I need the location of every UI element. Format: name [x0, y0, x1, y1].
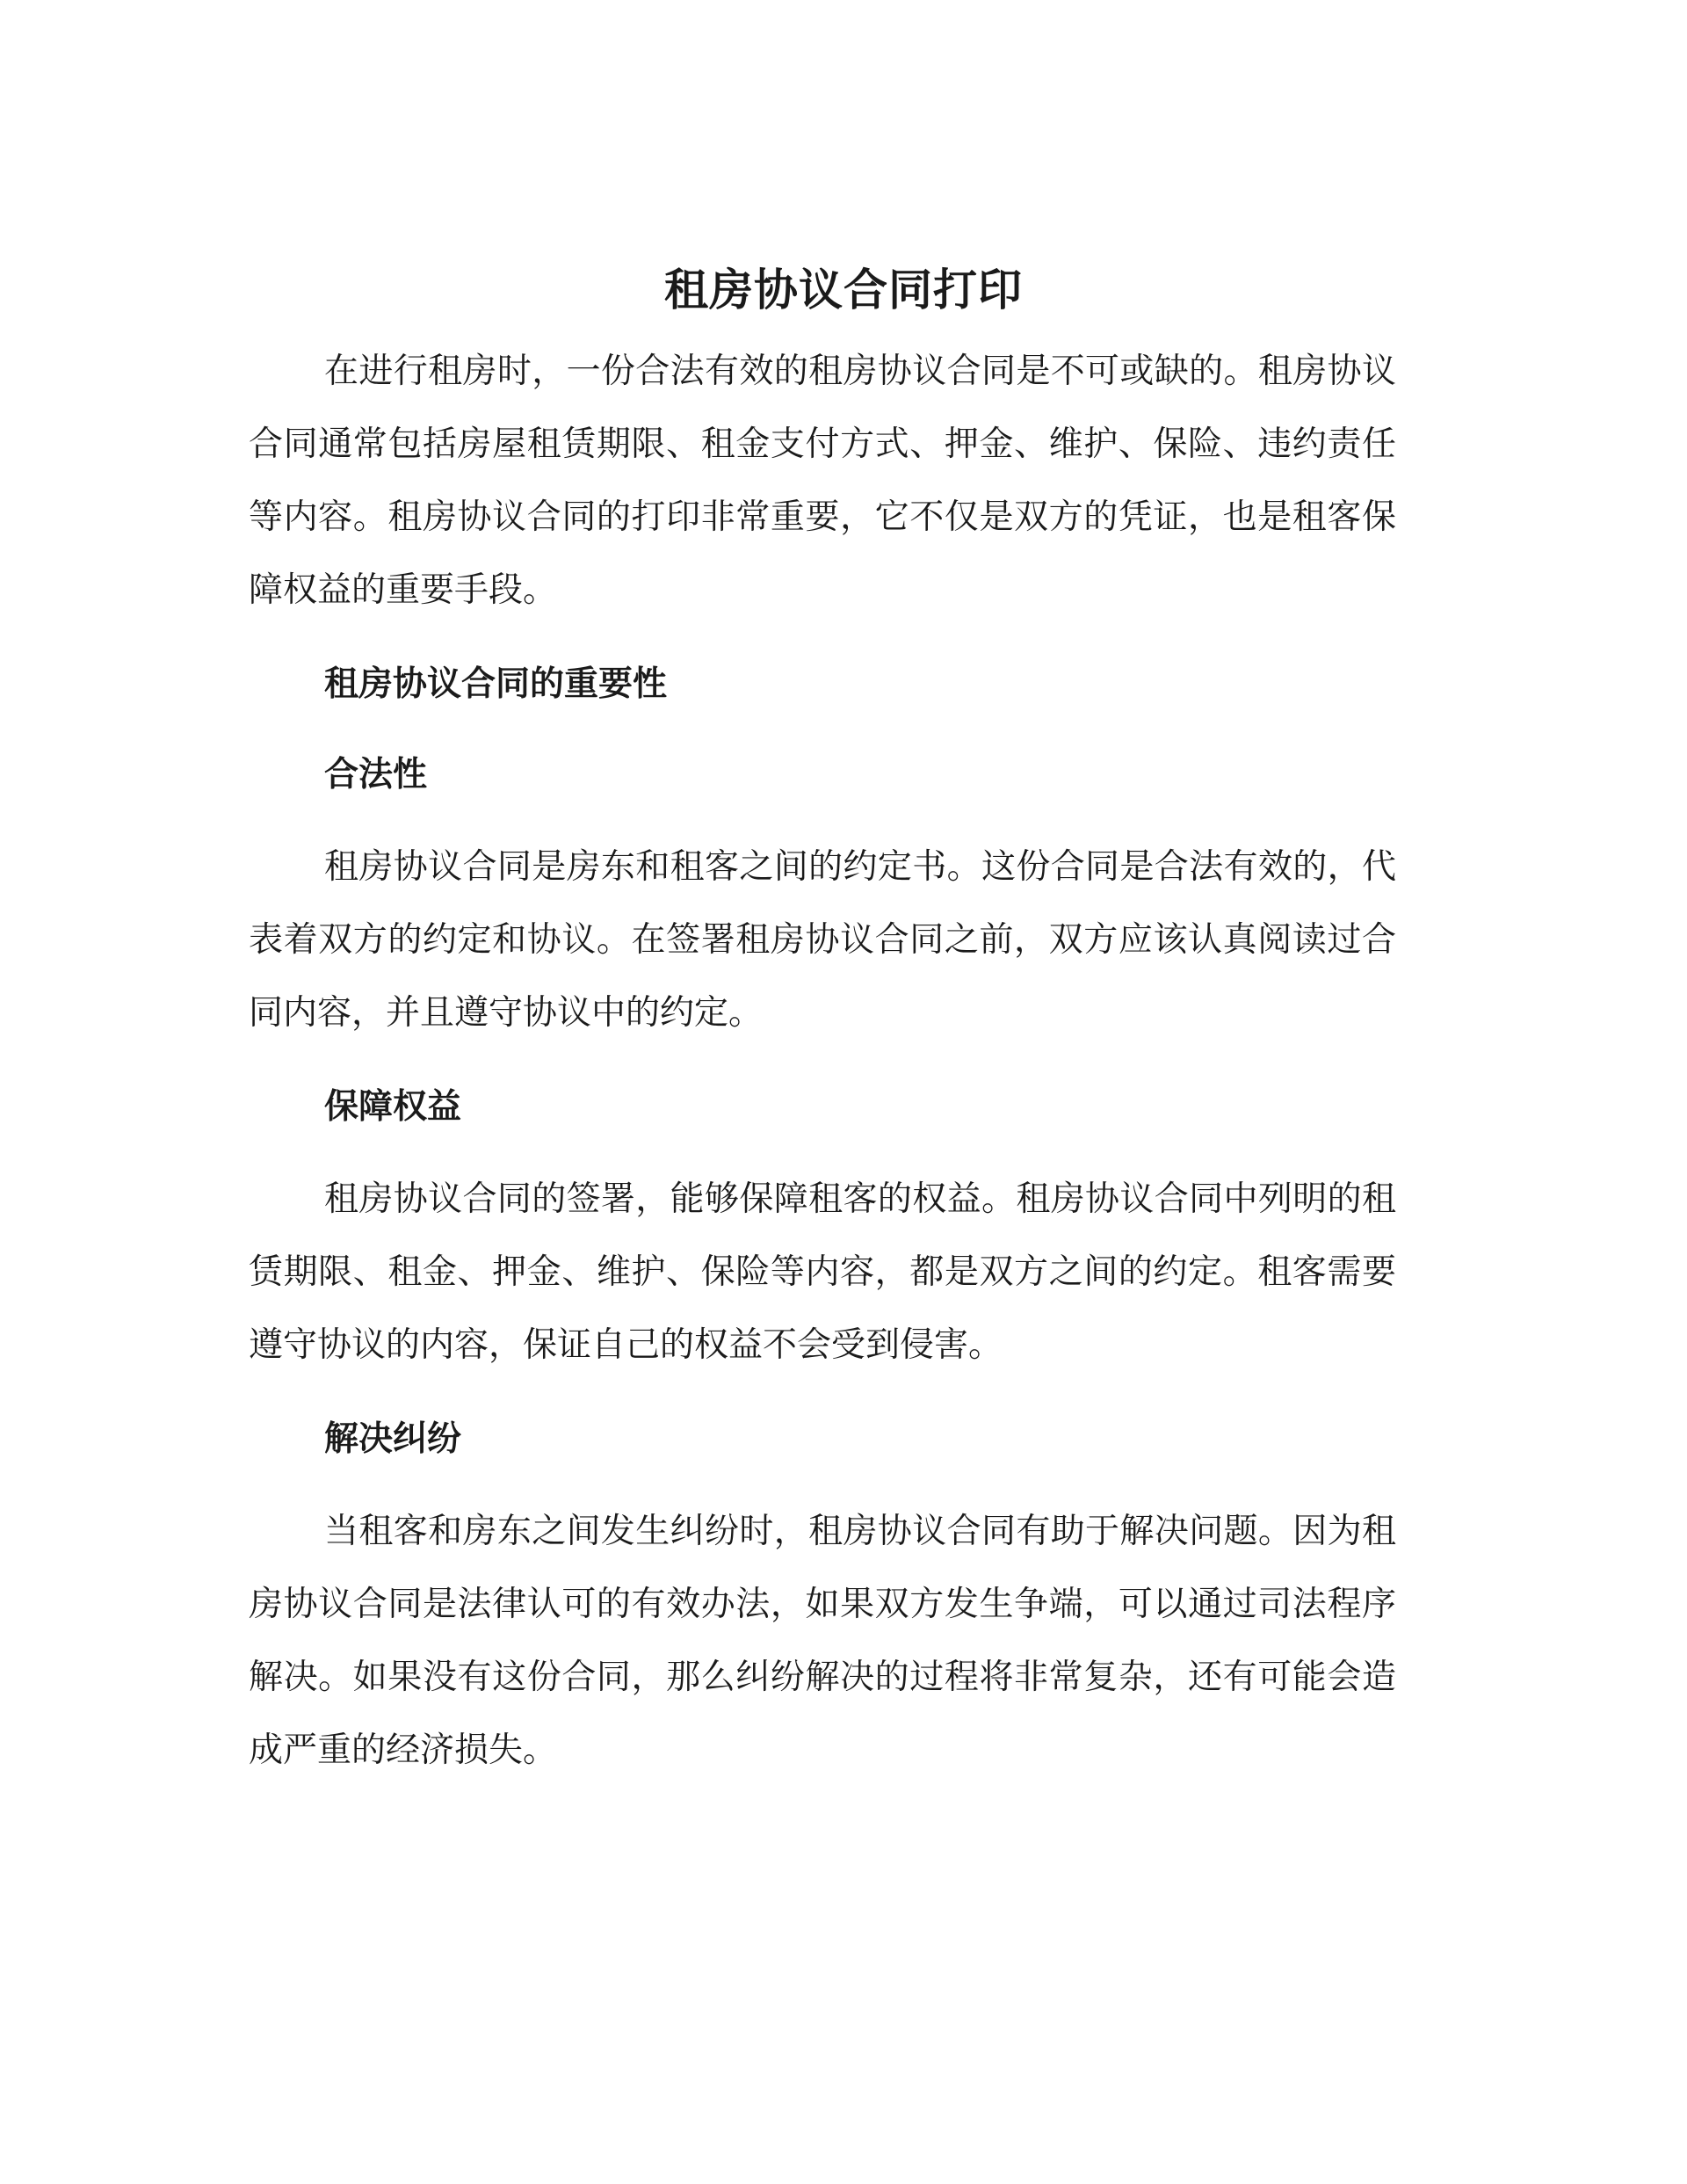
paragraph-resolve-disputes: 当租客和房东之间发生纠纷时，租房协议合同有助于解决问题。因为租房协议合同是法律认可的有效办法，如果双方发生争端，可以通过司法程序解决。如果没有这份合同，那么纠纷解决的过程将非常复杂，还有可能会造成严重的经济损失。 — [249, 1512, 1396, 1770]
subheading-protect-rights: 保障权益 — [324, 1086, 462, 1127]
subheading-legality: 合法性 — [324, 754, 428, 795]
document-title: 租房协议合同打印 — [664, 264, 1023, 316]
paragraph-legality: 租房协议合同是房东和租客之间的约定书。这份合同是合法有效的，代表着双方的约定和协议。在签署租房协议合同之前，双方应该认真阅读过合同内容，并且遵守协议中的约定。 — [249, 847, 1396, 1033]
subheading-resolve-disputes: 解决纠纷 — [324, 1419, 462, 1459]
intro-paragraph: 在进行租房时，一份合法有效的租房协议合同是不可或缺的。租房协议合同通常包括房屋租赁期限、租金支付方式、押金、维护、保险、违约责任等内容。租房协议合同的打印非常重要，它不仅是双方的凭证，也是租客保障权益的重要手段。 — [249, 352, 1396, 610]
paragraph-protect-rights: 租房协议合同的签署，能够保障租客的权益。租房协议合同中列明的租赁期限、租金、押金、维护、保险等内容，都是双方之间的约定。租客需要遵守协议的内容，保证自己的权益不会受到侵害。 — [249, 1179, 1396, 1365]
section-heading-importance: 租房协议合同的重要性 — [324, 664, 668, 704]
